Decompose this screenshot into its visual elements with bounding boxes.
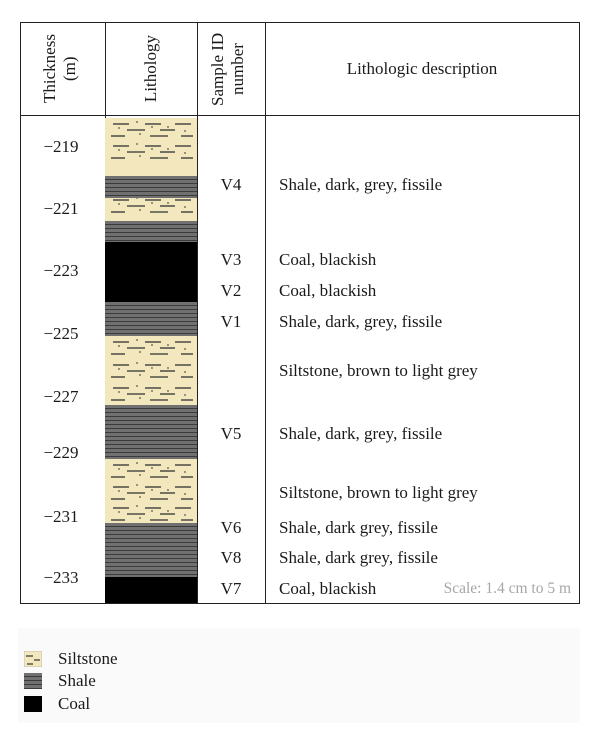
shale-swatch-icon xyxy=(24,673,42,689)
sample-id: V3 xyxy=(220,250,242,269)
legend-item-shale xyxy=(24,671,96,691)
stratigraphic-column-table xyxy=(20,22,580,604)
sample-id: V4 xyxy=(220,175,242,194)
thickness-tick: −221 xyxy=(43,199,79,218)
sample-description: Shale, dark, grey, fissile xyxy=(279,312,443,331)
header-lithology xyxy=(105,23,197,115)
header-sample-id xyxy=(197,23,265,115)
legend-item-siltstone xyxy=(24,649,118,669)
thickness-tick: −233 xyxy=(43,568,79,587)
legend-label: Siltstone xyxy=(58,649,118,668)
siltstone-swatch-icon xyxy=(24,651,42,667)
legend-label: Shale xyxy=(58,671,96,690)
sample-id: V6 xyxy=(220,518,242,537)
header-thickness-label: Thickness (m) xyxy=(40,34,79,104)
header-lithology-label: Lithology xyxy=(141,35,160,103)
lithology-unit-coal xyxy=(105,242,197,302)
scale-note: Scale: 1.4 cm to 5 m xyxy=(443,580,571,597)
sample-description: Siltstone, brown to light grey xyxy=(279,361,478,380)
lithology-unit-shale xyxy=(105,523,197,577)
sample-description: Shale, dark grey, fissile xyxy=(279,548,438,567)
thickness-tick: −219 xyxy=(43,137,79,156)
lithology-unit-shale xyxy=(105,221,197,242)
sample-description: Coal, blackish xyxy=(279,250,377,269)
sample-description: Shale, dark grey, fissile xyxy=(279,518,438,537)
lithology-unit-shale xyxy=(105,302,197,336)
sample-id: V8 xyxy=(220,548,242,567)
coal-swatch-icon xyxy=(24,696,42,712)
lithology-unit-siltstone xyxy=(105,198,197,221)
legend-item-coal xyxy=(24,694,90,714)
legend-label: Coal xyxy=(58,694,91,713)
legend xyxy=(18,628,580,723)
thickness-tick: −223 xyxy=(43,261,79,280)
header-description: Lithologic description xyxy=(346,59,498,78)
sample-id: V7 xyxy=(220,579,242,598)
sample-description: Coal, blackish xyxy=(279,579,377,598)
thickness-tick: −229 xyxy=(43,443,79,462)
sample-description: Coal, blackish xyxy=(279,281,377,300)
lithology-unit-siltstone xyxy=(105,459,197,523)
thickness-tick: −231 xyxy=(43,507,79,526)
lithology-unit-shale xyxy=(105,176,197,198)
header-sample-id-label: Sample ID number xyxy=(208,32,247,106)
sample-description: Shale, dark, grey, fissile xyxy=(279,175,443,194)
sample-id: V2 xyxy=(220,281,242,300)
lithology-unit-shale xyxy=(105,405,197,459)
sample-description: Siltstone, brown to light grey xyxy=(279,483,478,502)
lithology-unit-coal xyxy=(105,577,197,603)
header-thickness xyxy=(21,23,105,115)
thickness-tick: −227 xyxy=(43,387,79,406)
lithology-unit-siltstone xyxy=(105,336,197,405)
sample-description: Shale, dark, grey, fissile xyxy=(279,424,443,443)
sample-id: V5 xyxy=(220,424,242,443)
lithology-unit-siltstone xyxy=(105,118,197,176)
sample-id: V1 xyxy=(220,312,242,331)
thickness-tick: −225 xyxy=(43,324,79,343)
